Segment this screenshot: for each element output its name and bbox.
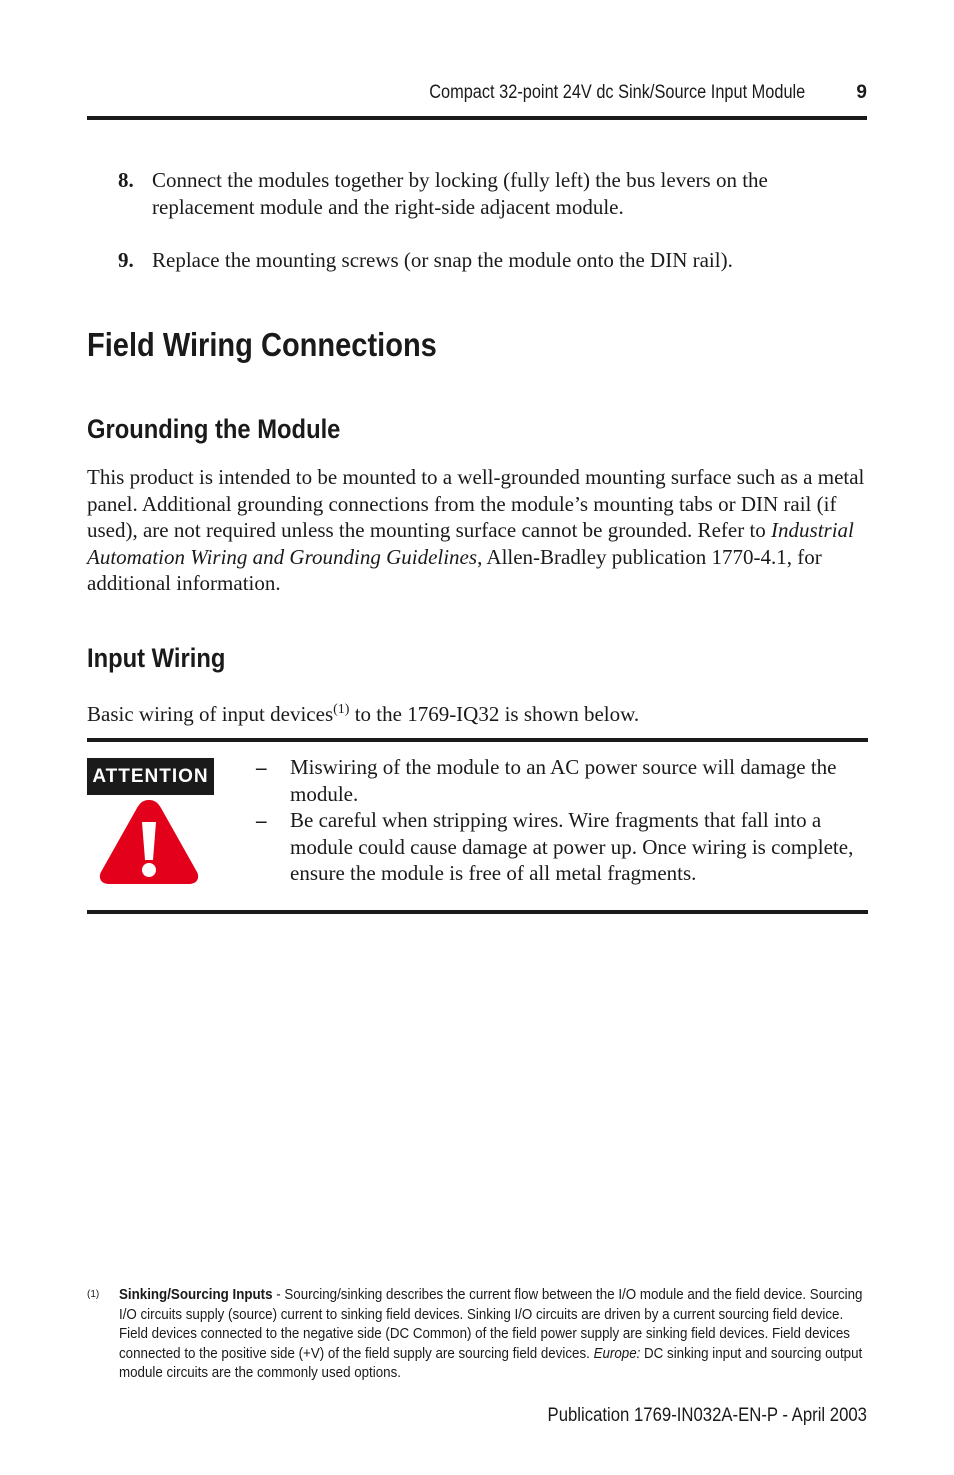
attention-top-rule [87, 738, 868, 742]
step-8 [118, 167, 858, 221]
footnote-body-end: DC sinking input and sourcing output module circuits are the commonly used options. [119, 1344, 863, 1381]
attention-bottom-rule [87, 910, 868, 914]
grounding-heading: Grounding the Module [87, 414, 341, 444]
input-wiring-text-2: to the 1769-IQ32 is shown below. [349, 702, 640, 726]
page-header [87, 80, 867, 110]
attention-item [256, 754, 868, 807]
footnote-body: - Sourcing/sinking describes the current flow between the I/O module and the field device. Sourcing I/O circuits supply (source) current to sinking field devices. Sinking I/O circuits are driven by a current sourcing field device. Field devices connected to the negative side (DC Common) of the field power supply are sinking field devices. Field devices connected to the positive side (+V) of the field supply are sourcing field devices. [119, 1286, 863, 1362]
grounding-paragraph [87, 464, 872, 597]
attention-label: ATTENTION [87, 758, 214, 795]
input-wiring-heading: Input Wiring [87, 643, 226, 673]
list-dash: – [256, 755, 267, 779]
attention-list [256, 754, 868, 887]
page-number: 9 [856, 82, 867, 103]
grounding-reference-title: Industrial Automation Wiring and Grounding Guidelines [87, 518, 854, 569]
attention-item [256, 807, 868, 887]
input-wiring-paragraph [87, 697, 872, 728]
list-dash: – [256, 808, 267, 832]
attention-item-text: Miswiring of the module to an AC power source will damage the module. [290, 755, 837, 806]
publication-footer: Publication 1769-IN032A-EN-P - April 2003 [547, 1405, 867, 1426]
grounding-text-1: This product is intended to be mounted to a well-grounded mounting surface such as a metal panel. Additional grounding connections from the module’s mounting tabs or DIN rail (if used), are not required unless the mounting surface cannot be grounded. Refer to [87, 465, 865, 542]
warning-triangle-icon [97, 796, 201, 888]
step-number: 9. [118, 248, 134, 272]
footnote-text [119, 1285, 865, 1383]
step-number: 8. [118, 168, 134, 192]
step-text: Connect the modules together by locking (fully left) the bus levers on the replacement module and the right-side adjacent module. [152, 168, 768, 219]
step-text: Replace the mounting screws (or snap the module onto the DIN rail). [152, 248, 733, 272]
step-9 [118, 247, 858, 274]
attention-item-text: Be careful when stripping wires. Wire fragments that fall into a module could cause damage at power up. Once wiring is complete, ensure the module is free of all metal fragments. [290, 808, 854, 885]
input-wiring-text-1: Basic wiring of input devices [87, 702, 334, 726]
footnote-mark: (1) [87, 1289, 100, 1300]
header-rule [87, 116, 867, 120]
footnote-reference[interactable]: (1) [333, 702, 350, 717]
footnote-term: Sinking/Sourcing Inputs [119, 1286, 273, 1303]
running-title: Compact 32-point 24V dc Sink/Source Input Module [428, 82, 805, 103]
footnote-italic-term: Europe: [593, 1344, 641, 1362]
section-title: Field Wiring Connections [87, 326, 437, 363]
grounding-text-2: , Allen-Bradley publication 1770-4.1, for additional information. [87, 544, 822, 595]
